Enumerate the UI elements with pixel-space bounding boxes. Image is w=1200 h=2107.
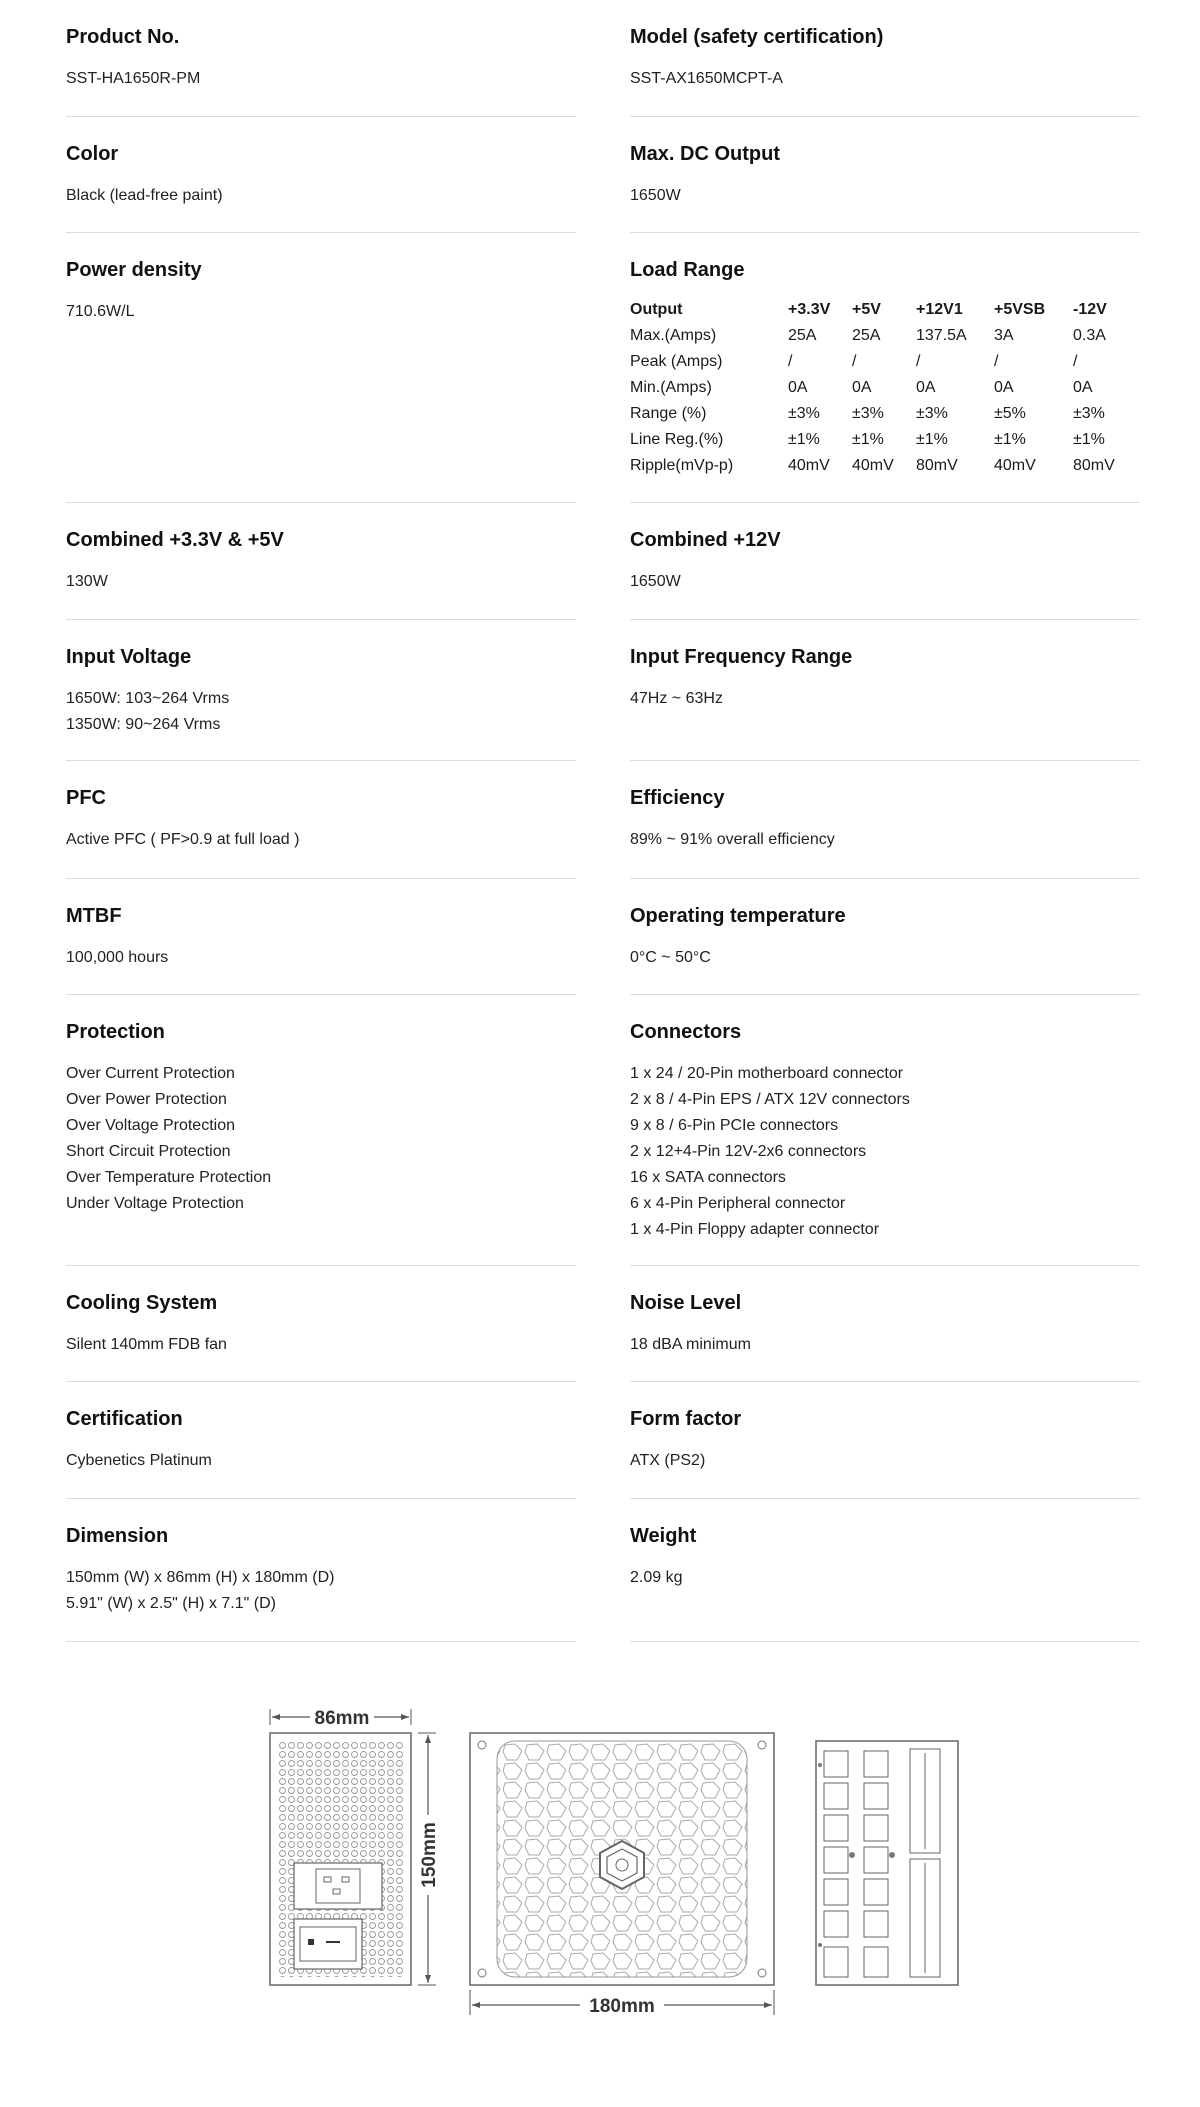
spec-weight — [630, 1499, 1140, 1642]
spec-label: Combined +12V — [630, 529, 781, 551]
spec-label: Power density — [66, 259, 202, 281]
load-range-cell: 0A — [994, 379, 1014, 396]
load-range-cell: Ripple(mVp-p) — [630, 457, 734, 474]
spec-label: Max. DC Output — [630, 143, 780, 165]
spec-value: Silent 140mm FDB fan — [66, 1336, 227, 1353]
load-range-cell: 0A — [788, 379, 808, 396]
spec-value: Active PFC ( PF>0.9 at full load ) — [66, 831, 300, 848]
depth-dimension — [470, 1990, 774, 2017]
load-range-row — [630, 453, 1133, 479]
spec-protection — [66, 995, 576, 1266]
spec-label: Weight — [630, 1525, 697, 1547]
load-range-cell: / — [916, 353, 921, 370]
spec-label: MTBF — [66, 905, 122, 927]
spec-input-voltage — [66, 620, 576, 761]
load-range-row — [630, 323, 1133, 349]
spec-label: Form factor — [630, 1408, 742, 1430]
spec-input-freq — [630, 620, 1140, 761]
load-range-header: -12V — [1073, 301, 1107, 318]
spec-label: Certification — [66, 1408, 183, 1430]
width-label: 86mm — [314, 1708, 370, 1729]
load-range-cell: 0A — [852, 379, 872, 396]
spec-label: Dimension — [66, 1525, 169, 1547]
spec-label: Connectors — [630, 1021, 742, 1043]
load-range-header: +5VSB — [994, 301, 1046, 318]
load-range-cell: 80mV — [1073, 457, 1115, 474]
spec-label: Load Range — [630, 259, 745, 281]
load-range-cell: Range (%) — [630, 405, 707, 422]
load-range-cell: ±1% — [852, 431, 884, 448]
load-range-cell: 25A — [788, 327, 817, 344]
spec-label: Color — [66, 143, 119, 165]
spec-line: 6 x 4-Pin Peripheral connector — [630, 1195, 846, 1212]
load-range-cell: 0.3A — [1073, 327, 1106, 344]
load-range-cell: / — [994, 353, 999, 370]
spec-label: Cooling System — [66, 1292, 218, 1314]
spec-line: 2 x 8 / 4-Pin EPS / ATX 12V connectors — [630, 1091, 910, 1108]
spec-value: 100,000 hours — [66, 949, 169, 966]
spec-value: 18 dBA minimum — [630, 1336, 751, 1353]
spec-max-dc — [630, 117, 1140, 233]
load-range-cell: ±3% — [788, 405, 820, 422]
spec-cooling — [66, 1266, 576, 1382]
load-range-header: +12V1 — [916, 301, 963, 318]
spec-line: Under Voltage Protection — [66, 1195, 244, 1212]
spec-label: Combined +3.3V & +5V — [66, 529, 284, 551]
depth-label: 180mm — [589, 1996, 655, 2017]
load-range-header: +5V — [852, 301, 881, 318]
load-range-cell: 25A — [852, 327, 881, 344]
psu-drawing-svg — [260, 1705, 960, 2035]
load-range-cell: 0A — [916, 379, 936, 396]
load-range-cell: ±3% — [852, 405, 884, 422]
spec-value: ATX (PS2) — [630, 1452, 706, 1469]
spec-value: SST-AX1650MCPT-A — [630, 70, 783, 87]
spec-line: 2 x 12+4-Pin 12V-2x6 connectors — [630, 1143, 867, 1160]
spec-line: 1 x 4-Pin Floppy adapter connector — [630, 1221, 880, 1238]
spec-label: Input Voltage — [66, 646, 192, 668]
height-label: 150mm — [419, 1822, 440, 1888]
spec-line: 9 x 8 / 6-Pin PCIe connectors — [630, 1117, 839, 1134]
load-range-cell: ±1% — [916, 431, 948, 448]
spec-grid — [66, 0, 1140, 1642]
spec-noise — [630, 1266, 1140, 1382]
load-range-header-row — [630, 297, 1133, 323]
spec-value: Black (lead-free paint) — [66, 187, 223, 204]
load-range-cell: Max.(Amps) — [630, 327, 717, 344]
load-range-header: +3.3V — [788, 301, 831, 318]
spec-line: Over Voltage Protection — [66, 1117, 235, 1134]
load-range-cell: 40mV — [788, 457, 830, 474]
spec-model — [630, 0, 1140, 117]
spec-value: Cybenetics Platinum — [66, 1452, 212, 1469]
spec-form-factor — [630, 1382, 1140, 1499]
spec-certification — [66, 1382, 576, 1499]
spec-value — [630, 1061, 1140, 1243]
spec-line: Short Circuit Protection — [66, 1143, 231, 1160]
spec-mtbf — [66, 879, 576, 995]
spec-label: Efficiency — [630, 787, 725, 809]
spec-line: Over Temperature Protection — [66, 1169, 272, 1186]
load-range-cell: / — [852, 353, 857, 370]
spec-label: Noise Level — [630, 1292, 742, 1314]
load-range-cell: ±1% — [994, 431, 1026, 448]
spec-line: Over Current Protection — [66, 1065, 235, 1082]
spec-line: 1 x 24 / 20-Pin motherboard connector — [630, 1065, 904, 1082]
spec-efficiency — [630, 761, 1140, 879]
load-range-cell: 40mV — [994, 457, 1036, 474]
psu-back-view — [270, 1733, 411, 1985]
spec-color — [66, 117, 576, 233]
spec-combined-33-5 — [66, 503, 576, 620]
spec-value: 130W — [66, 573, 108, 590]
spec-value — [66, 1565, 576, 1617]
spec-dimension — [66, 1499, 576, 1642]
load-range-header: Output — [630, 301, 683, 318]
spec-value: 710.6W/L — [66, 303, 135, 320]
width-dimension — [270, 1708, 411, 1729]
spec-value: 2.09 kg — [630, 1569, 683, 1586]
load-range-cell: ±3% — [916, 405, 948, 422]
load-range-cell: 80mV — [916, 457, 958, 474]
spec-line: 5.91" (W) x 2.5" (H) x 7.1" (D) — [66, 1595, 276, 1612]
load-range-cell: Line Reg.(%) — [630, 431, 724, 448]
spec-line: 150mm (W) x 86mm (H) x 180mm (D) — [66, 1569, 335, 1586]
spec-load-range — [630, 233, 1140, 503]
spec-line: Over Power Protection — [66, 1091, 227, 1108]
load-range-cell: ±1% — [788, 431, 820, 448]
spec-product-no — [66, 0, 576, 117]
spec-value: 1650W — [630, 573, 681, 590]
load-range-cell: / — [1073, 353, 1078, 370]
load-range-cell: 40mV — [852, 457, 894, 474]
load-range-cell: / — [788, 353, 793, 370]
spec-line: 1350W: 90~264 Vrms — [66, 716, 221, 733]
psu-top-view — [470, 1733, 774, 1985]
spec-line: 1650W: 103~264 Vrms — [66, 690, 230, 707]
spec-value: SST-HA1650R-PM — [66, 70, 201, 87]
spec-connectors — [630, 995, 1140, 1266]
spec-power-density — [66, 233, 576, 503]
spec-value — [66, 686, 576, 738]
load-range-row — [630, 401, 1133, 427]
load-range-cell: ±5% — [994, 405, 1026, 422]
spec-value: 1650W — [630, 187, 681, 204]
load-range-cell: 0A — [1073, 379, 1093, 396]
spec-pfc — [66, 761, 576, 879]
spec-label: Input Frequency Range — [630, 646, 853, 668]
load-range-table — [630, 297, 1133, 479]
dimension-drawing — [260, 1705, 960, 2035]
load-range-cell: ±3% — [1073, 405, 1105, 422]
spec-label: Operating temperature — [630, 905, 846, 927]
spec-value: 47Hz ~ 63Hz — [630, 690, 723, 707]
spec-combined-12 — [630, 503, 1140, 620]
spec-value — [66, 1061, 576, 1217]
load-range-cell: ±1% — [1073, 431, 1105, 448]
load-range-cell: Min.(Amps) — [630, 379, 712, 396]
load-range-cell: Peak (Amps) — [630, 353, 723, 370]
spec-operating-temp — [630, 879, 1140, 995]
spec-label: Model (safety certification) — [630, 26, 884, 48]
load-range-cell: 137.5A — [916, 327, 967, 344]
load-range-row — [630, 375, 1133, 401]
load-range-row — [630, 427, 1133, 453]
spec-value: 89% ~ 91% overall efficiency — [630, 831, 835, 848]
load-range-cell: 3A — [994, 327, 1014, 344]
spec-label: PFC — [66, 787, 106, 809]
psu-modular-panel — [816, 1741, 958, 1985]
spec-label: Product No. — [66, 26, 180, 48]
spec-label: Protection — [66, 1021, 165, 1043]
height-dimension — [418, 1733, 440, 1985]
spec-line: 16 x SATA connectors — [630, 1169, 786, 1186]
spec-value: 0°C ~ 50°C — [630, 949, 711, 966]
load-range-row — [630, 349, 1133, 375]
